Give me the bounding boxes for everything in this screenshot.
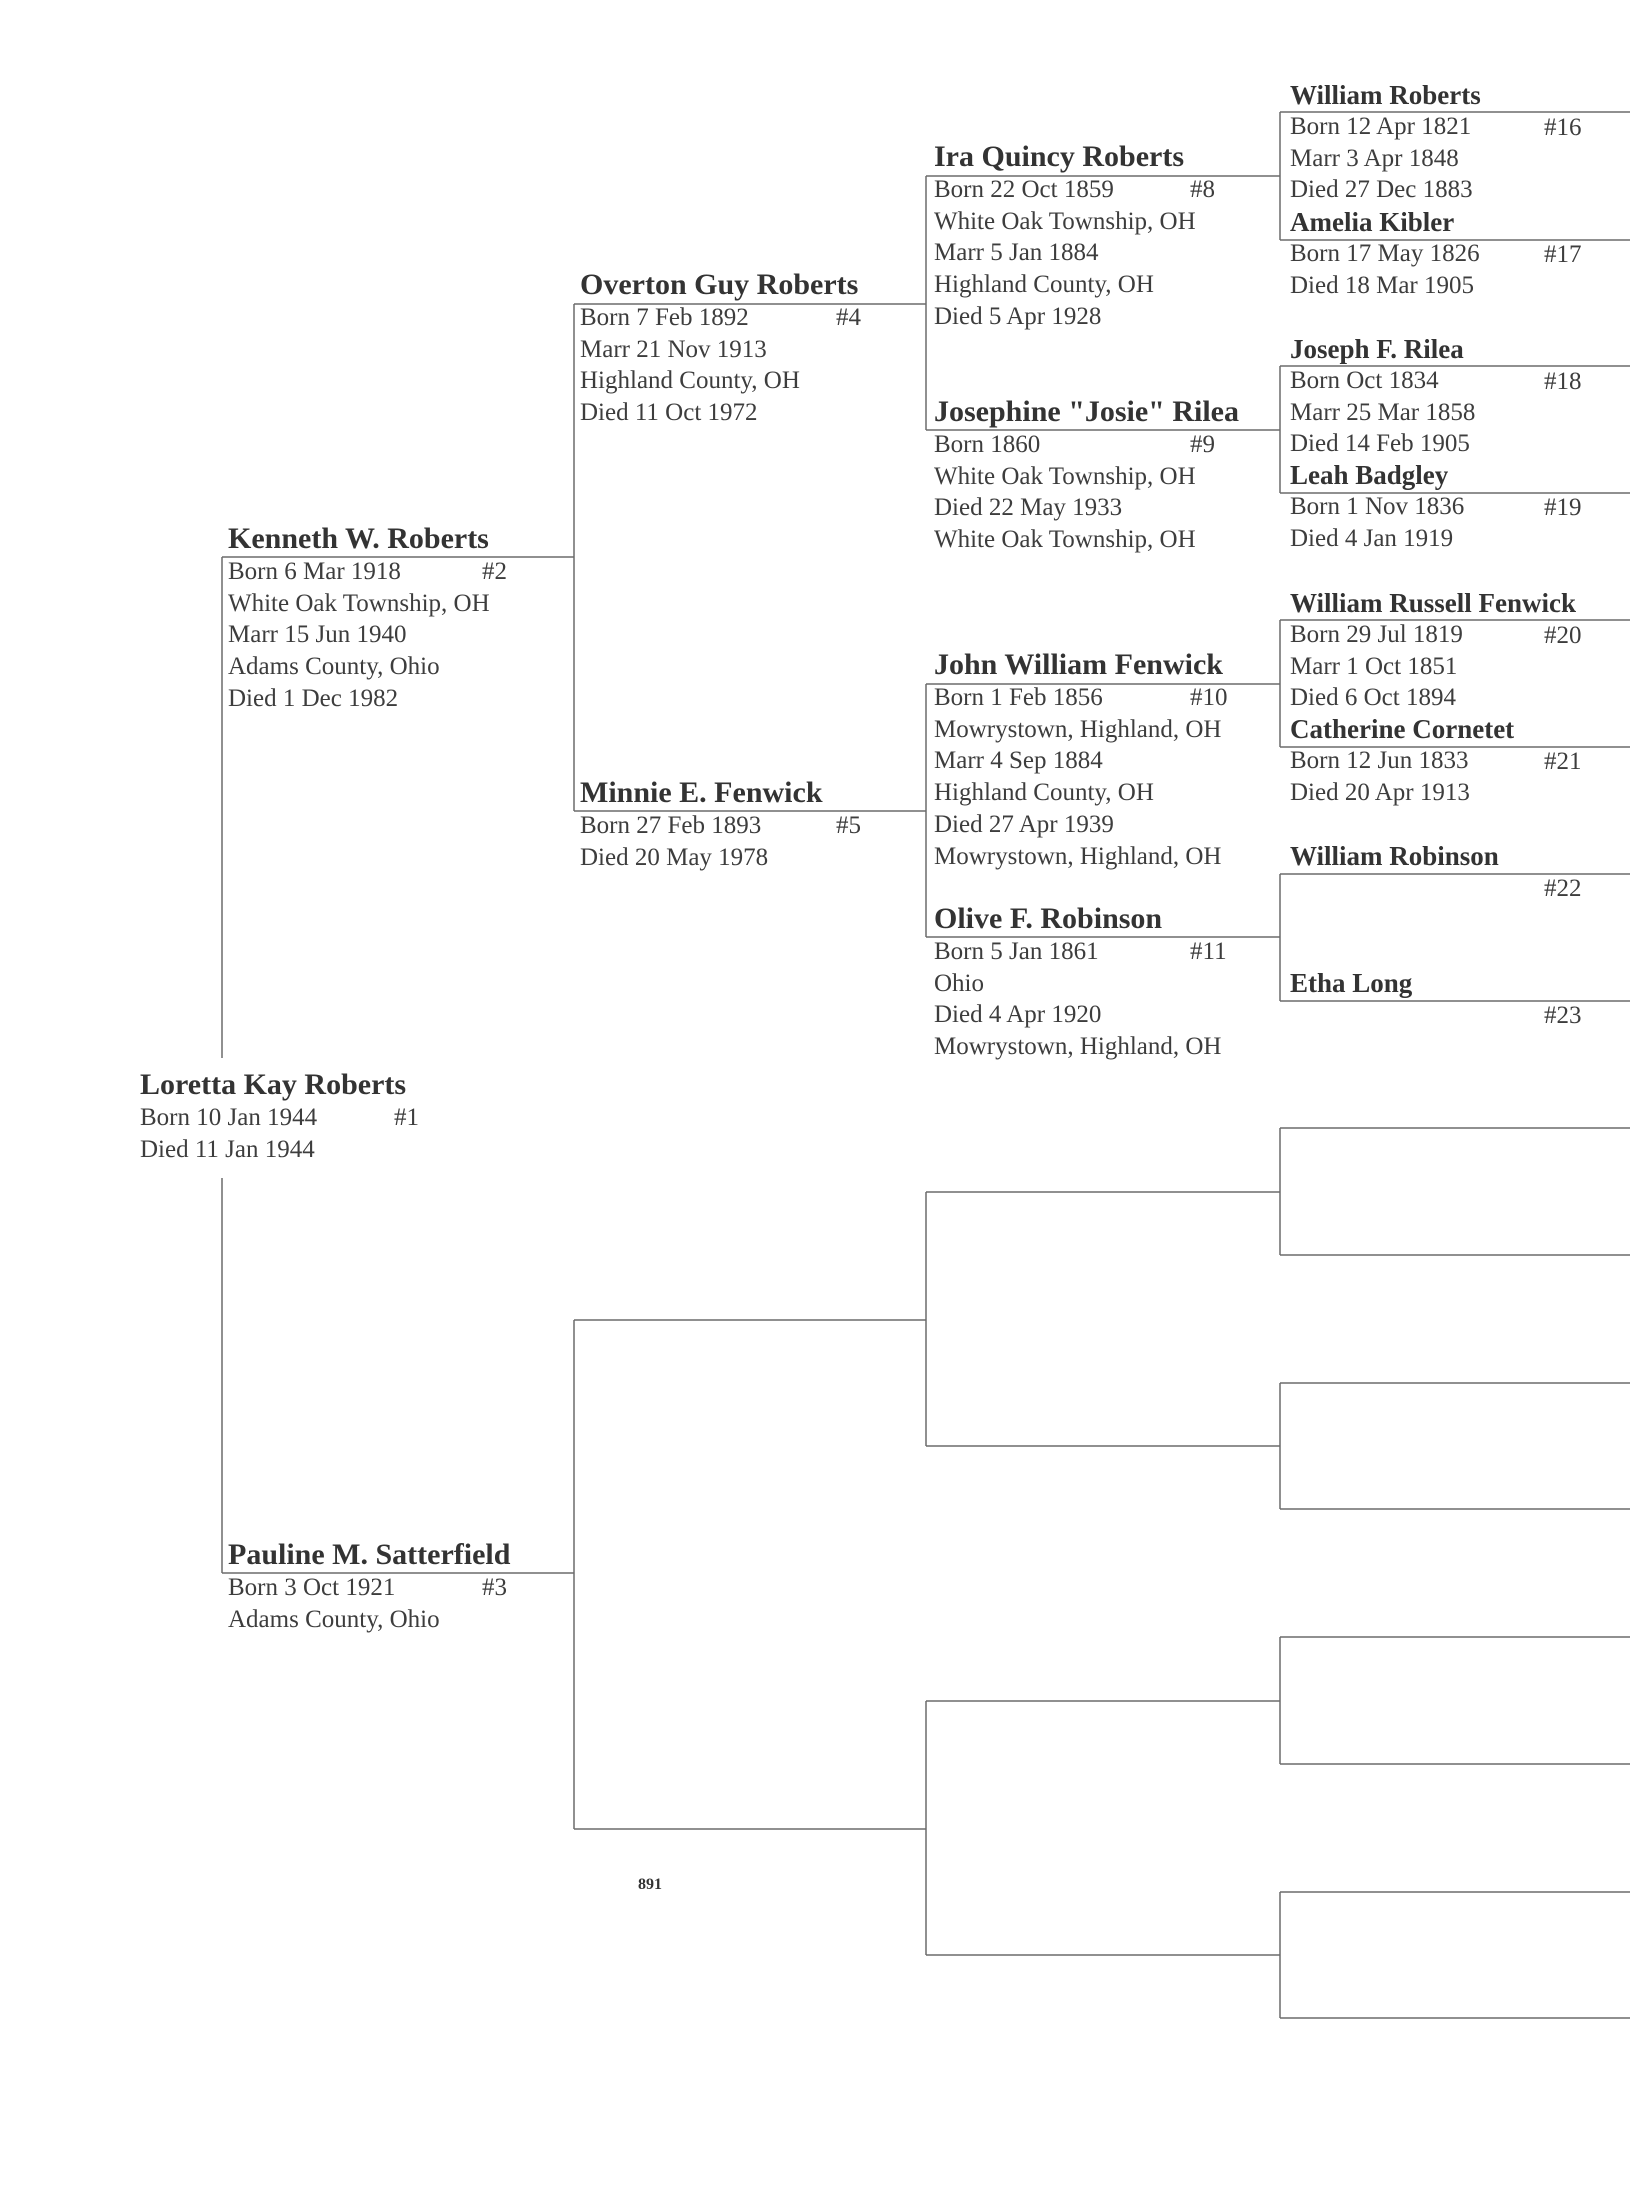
person-number: #3 <box>482 1574 507 1601</box>
person-name: Overton Guy Roberts <box>580 268 859 301</box>
person-number: #4 <box>836 304 861 331</box>
person-name: William Robinson <box>1290 841 1499 871</box>
person-detail: Died 6 Oct 1894 <box>1290 684 1456 711</box>
person-detail: Marr 15 Jun 1940 <box>228 621 407 649</box>
person-detail: Died 5 Apr 1928 <box>934 302 1102 330</box>
person-number: #9 <box>1190 431 1215 458</box>
person-22 <box>1290 841 1582 902</box>
person-detail: Died 1 Dec 1982 <box>228 684 399 712</box>
person-detail: Born 10 Jan 1944 <box>140 1104 318 1131</box>
person-name: Etha Long <box>1290 968 1413 998</box>
person-1 <box>140 1068 419 1165</box>
person-detail: Born 1 Nov 1836 <box>1290 493 1465 520</box>
person-name: John William Fenwick <box>934 648 1223 681</box>
person-18 <box>1290 334 1582 460</box>
person-detail: Born 1860 <box>934 431 1041 458</box>
person-name: Ira Quincy Roberts <box>934 140 1184 173</box>
person-19 <box>1290 460 1582 554</box>
person-detail: Mowrystown, Highland, OH <box>934 842 1222 870</box>
person-number: #10 <box>1190 684 1228 711</box>
person-name: Joseph F. Rilea <box>1290 334 1464 364</box>
person-detail: White Oak Township, OH <box>934 207 1196 235</box>
person-name: William Roberts <box>1290 80 1481 110</box>
person-detail: Born 6 Mar 1918 <box>228 558 401 585</box>
person-detail: Marr 3 Apr 1848 <box>1290 144 1459 172</box>
person-name: Loretta Kay Roberts <box>140 1068 407 1101</box>
person-name: Kenneth W. Roberts <box>228 522 489 555</box>
person-17 <box>1290 207 1582 301</box>
person-detail: Born 1 Feb 1856 <box>934 684 1103 711</box>
person-name: Pauline M. Satterfield <box>228 1538 511 1571</box>
person-detail: Born 22 Oct 1859 <box>934 176 1114 203</box>
person-name: Amelia Kibler <box>1290 207 1455 237</box>
person-detail: Died 4 Jan 1919 <box>1290 524 1454 552</box>
person-number: #20 <box>1544 622 1582 649</box>
person-detail: Mowrystown, Highland, OH <box>934 1033 1222 1061</box>
person-detail: Died 4 Apr 1920 <box>934 1001 1102 1029</box>
person-detail: Marr 5 Jan 1884 <box>934 239 1099 267</box>
person-detail: Born 27 Feb 1893 <box>580 812 762 839</box>
person-number: #11 <box>1190 938 1227 965</box>
person-detail: Mowrystown, Highland, OH <box>934 715 1222 743</box>
person-number: #18 <box>1544 368 1582 395</box>
person-detail: Highland County, OH <box>580 367 800 395</box>
person-detail: Died 14 Feb 1905 <box>1290 430 1470 457</box>
person-name: William Russell Fenwick <box>1290 588 1577 618</box>
person-9 <box>934 395 1239 556</box>
person-number: #1 <box>394 1104 419 1131</box>
person-16 <box>1290 80 1582 206</box>
person-detail: Born 3 Oct 1921 <box>228 1574 396 1601</box>
person-detail: Died 11 Oct 1972 <box>580 399 758 427</box>
person-number: #2 <box>482 558 507 585</box>
person-detail: Born 29 Jul 1819 <box>1290 621 1463 648</box>
person-detail: Born 12 Jun 1833 <box>1290 747 1469 774</box>
person-detail: Died 20 Apr 1913 <box>1290 778 1470 806</box>
person-detail: Adams County, Ohio <box>228 653 440 681</box>
person-detail: Born 12 Apr 1821 <box>1290 113 1472 140</box>
person-detail: Ohio <box>934 969 984 997</box>
person-detail: Born 7 Feb 1892 <box>580 304 749 331</box>
person-detail: Marr 1 Oct 1851 <box>1290 652 1458 680</box>
person-5 <box>580 776 861 873</box>
person-detail: Died 27 Apr 1939 <box>934 810 1114 838</box>
person-number: #21 <box>1544 748 1582 775</box>
person-name: Catherine Cornetet <box>1290 714 1515 744</box>
person-3 <box>228 1538 510 1635</box>
person-number: #17 <box>1544 241 1582 268</box>
person-detail: Marr 25 Mar 1858 <box>1290 398 1476 426</box>
person-number: #22 <box>1544 875 1582 902</box>
person-name: Josephine "Josie" Rilea <box>934 395 1239 428</box>
person-number: #8 <box>1190 176 1215 203</box>
person-detail: Died 22 May 1933 <box>934 494 1123 522</box>
person-detail: Highland County, OH <box>934 271 1154 299</box>
person-detail: Died 20 May 1978 <box>580 843 769 871</box>
person-11 <box>934 902 1227 1063</box>
person-detail: Adams County, Ohio <box>228 1605 440 1633</box>
person-20 <box>1290 588 1582 714</box>
person-number: #16 <box>1544 114 1582 141</box>
person-number: #5 <box>836 812 861 839</box>
person-number: #19 <box>1544 494 1582 521</box>
person-detail: Marr 4 Sep 1884 <box>934 747 1103 775</box>
person-name: Olive F. Robinson <box>934 902 1163 935</box>
person-detail: Marr 21 Nov 1913 <box>580 335 767 363</box>
person-23 <box>1290 968 1582 1029</box>
page-number: 891 <box>638 1876 662 1893</box>
person-detail: White Oak Township, OH <box>228 589 490 617</box>
person-detail: White Oak Township, OH <box>934 526 1196 554</box>
person-detail: Died 11 Jan 1944 <box>140 1135 315 1163</box>
person-detail: Born Oct 1834 <box>1290 367 1439 394</box>
person-detail: Highland County, OH <box>934 779 1154 807</box>
person-number: #23 <box>1544 1002 1582 1029</box>
person-detail: Died 27 Dec 1883 <box>1290 176 1473 203</box>
person-2 <box>228 522 507 715</box>
person-detail: Born 5 Jan 1861 <box>934 938 1099 965</box>
person-21 <box>1290 714 1582 808</box>
person-name: Minnie E. Fenwick <box>580 776 823 809</box>
person-detail: Died 18 Mar 1905 <box>1290 271 1474 299</box>
person-name: Leah Badgley <box>1290 460 1449 490</box>
person-detail: White Oak Township, OH <box>934 462 1196 490</box>
person-8 <box>934 140 1215 333</box>
person-10 <box>934 648 1228 872</box>
person-4 <box>580 268 861 429</box>
person-detail: Born 17 May 1826 <box>1290 240 1480 267</box>
